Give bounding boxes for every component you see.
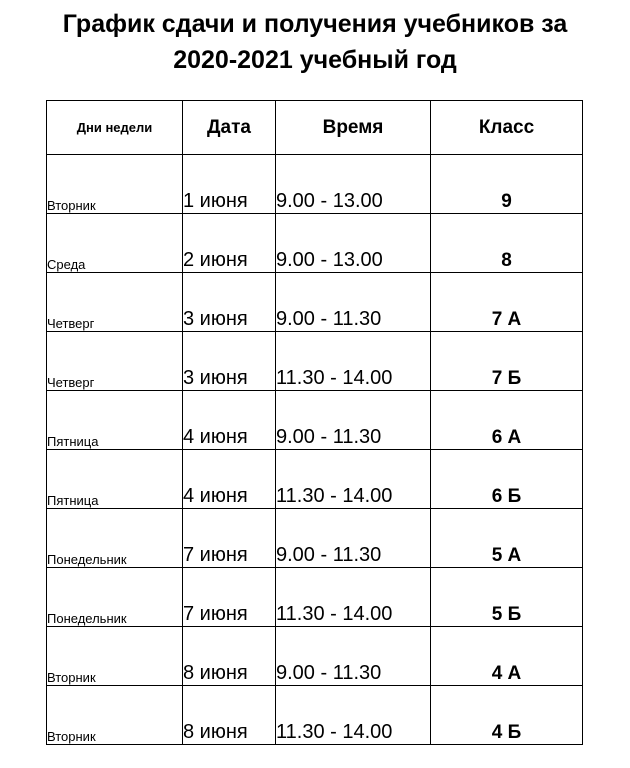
header-time: Время [276, 101, 431, 155]
table-row [47, 509, 583, 568]
cell-date: 7 июня [183, 568, 276, 627]
cell-date: 8 июня [183, 686, 276, 745]
cell-day: Вторник [47, 686, 183, 745]
header-day: Дни недели [47, 101, 183, 155]
table-row [47, 332, 583, 391]
cell-class: 7 А [431, 273, 583, 332]
table-header-row [47, 101, 583, 155]
table-row [47, 627, 583, 686]
cell-date: 4 июня [183, 450, 276, 509]
cell-day: Понедельник [47, 509, 183, 568]
cell-day: Четверг [47, 273, 183, 332]
cell-class: 7 Б [431, 332, 583, 391]
cell-date: 2 июня [183, 214, 276, 273]
cell-date: 3 июня [183, 332, 276, 391]
title-line-2: 2020-2021 учебный год [173, 46, 457, 74]
table-row [47, 686, 583, 745]
table-row [47, 155, 583, 214]
cell-day: Понедельник [47, 568, 183, 627]
table-row [47, 214, 583, 273]
cell-time: 11.30 - 14.00 [276, 450, 431, 509]
header-class: Класс [431, 101, 583, 155]
cell-class: 5 Б [431, 568, 583, 627]
cell-day: Пятница [47, 450, 183, 509]
schedule-table [46, 100, 583, 745]
table-row [47, 273, 583, 332]
cell-class: 4 Б [431, 686, 583, 745]
cell-class: 4 А [431, 627, 583, 686]
cell-time: 11.30 - 14.00 [276, 332, 431, 391]
cell-date: 1 июня [183, 155, 276, 214]
header-date: Дата [183, 101, 276, 155]
cell-time: 9.00 - 11.30 [276, 391, 431, 450]
table-row [47, 391, 583, 450]
cell-time: 9.00 - 11.30 [276, 273, 431, 332]
cell-time: 11.30 - 14.00 [276, 686, 431, 745]
cell-class: 9 [431, 155, 583, 214]
cell-class: 8 [431, 214, 583, 273]
cell-date: 8 июня [183, 627, 276, 686]
cell-class: 6 Б [431, 450, 583, 509]
cell-time: 9.00 - 11.30 [276, 627, 431, 686]
cell-day: Вторник [47, 155, 183, 214]
cell-class: 6 А [431, 391, 583, 450]
cell-time: 9.00 - 13.00 [276, 155, 431, 214]
cell-date: 3 июня [183, 273, 276, 332]
table-row [47, 450, 583, 509]
cell-day: Пятница [47, 391, 183, 450]
cell-day: Среда [47, 214, 183, 273]
cell-time: 9.00 - 11.30 [276, 509, 431, 568]
cell-time: 9.00 - 13.00 [276, 214, 431, 273]
cell-date: 7 июня [183, 509, 276, 568]
title-line-1: График сдачи и получения учебников за [62, 10, 568, 38]
cell-class: 5 А [431, 509, 583, 568]
cell-time: 11.30 - 14.00 [276, 568, 431, 627]
cell-day: Вторник [47, 627, 183, 686]
cell-date: 4 июня [183, 391, 276, 450]
page-title [0, 6, 630, 78]
table-row [47, 568, 583, 627]
cell-day: Четверг [47, 332, 183, 391]
